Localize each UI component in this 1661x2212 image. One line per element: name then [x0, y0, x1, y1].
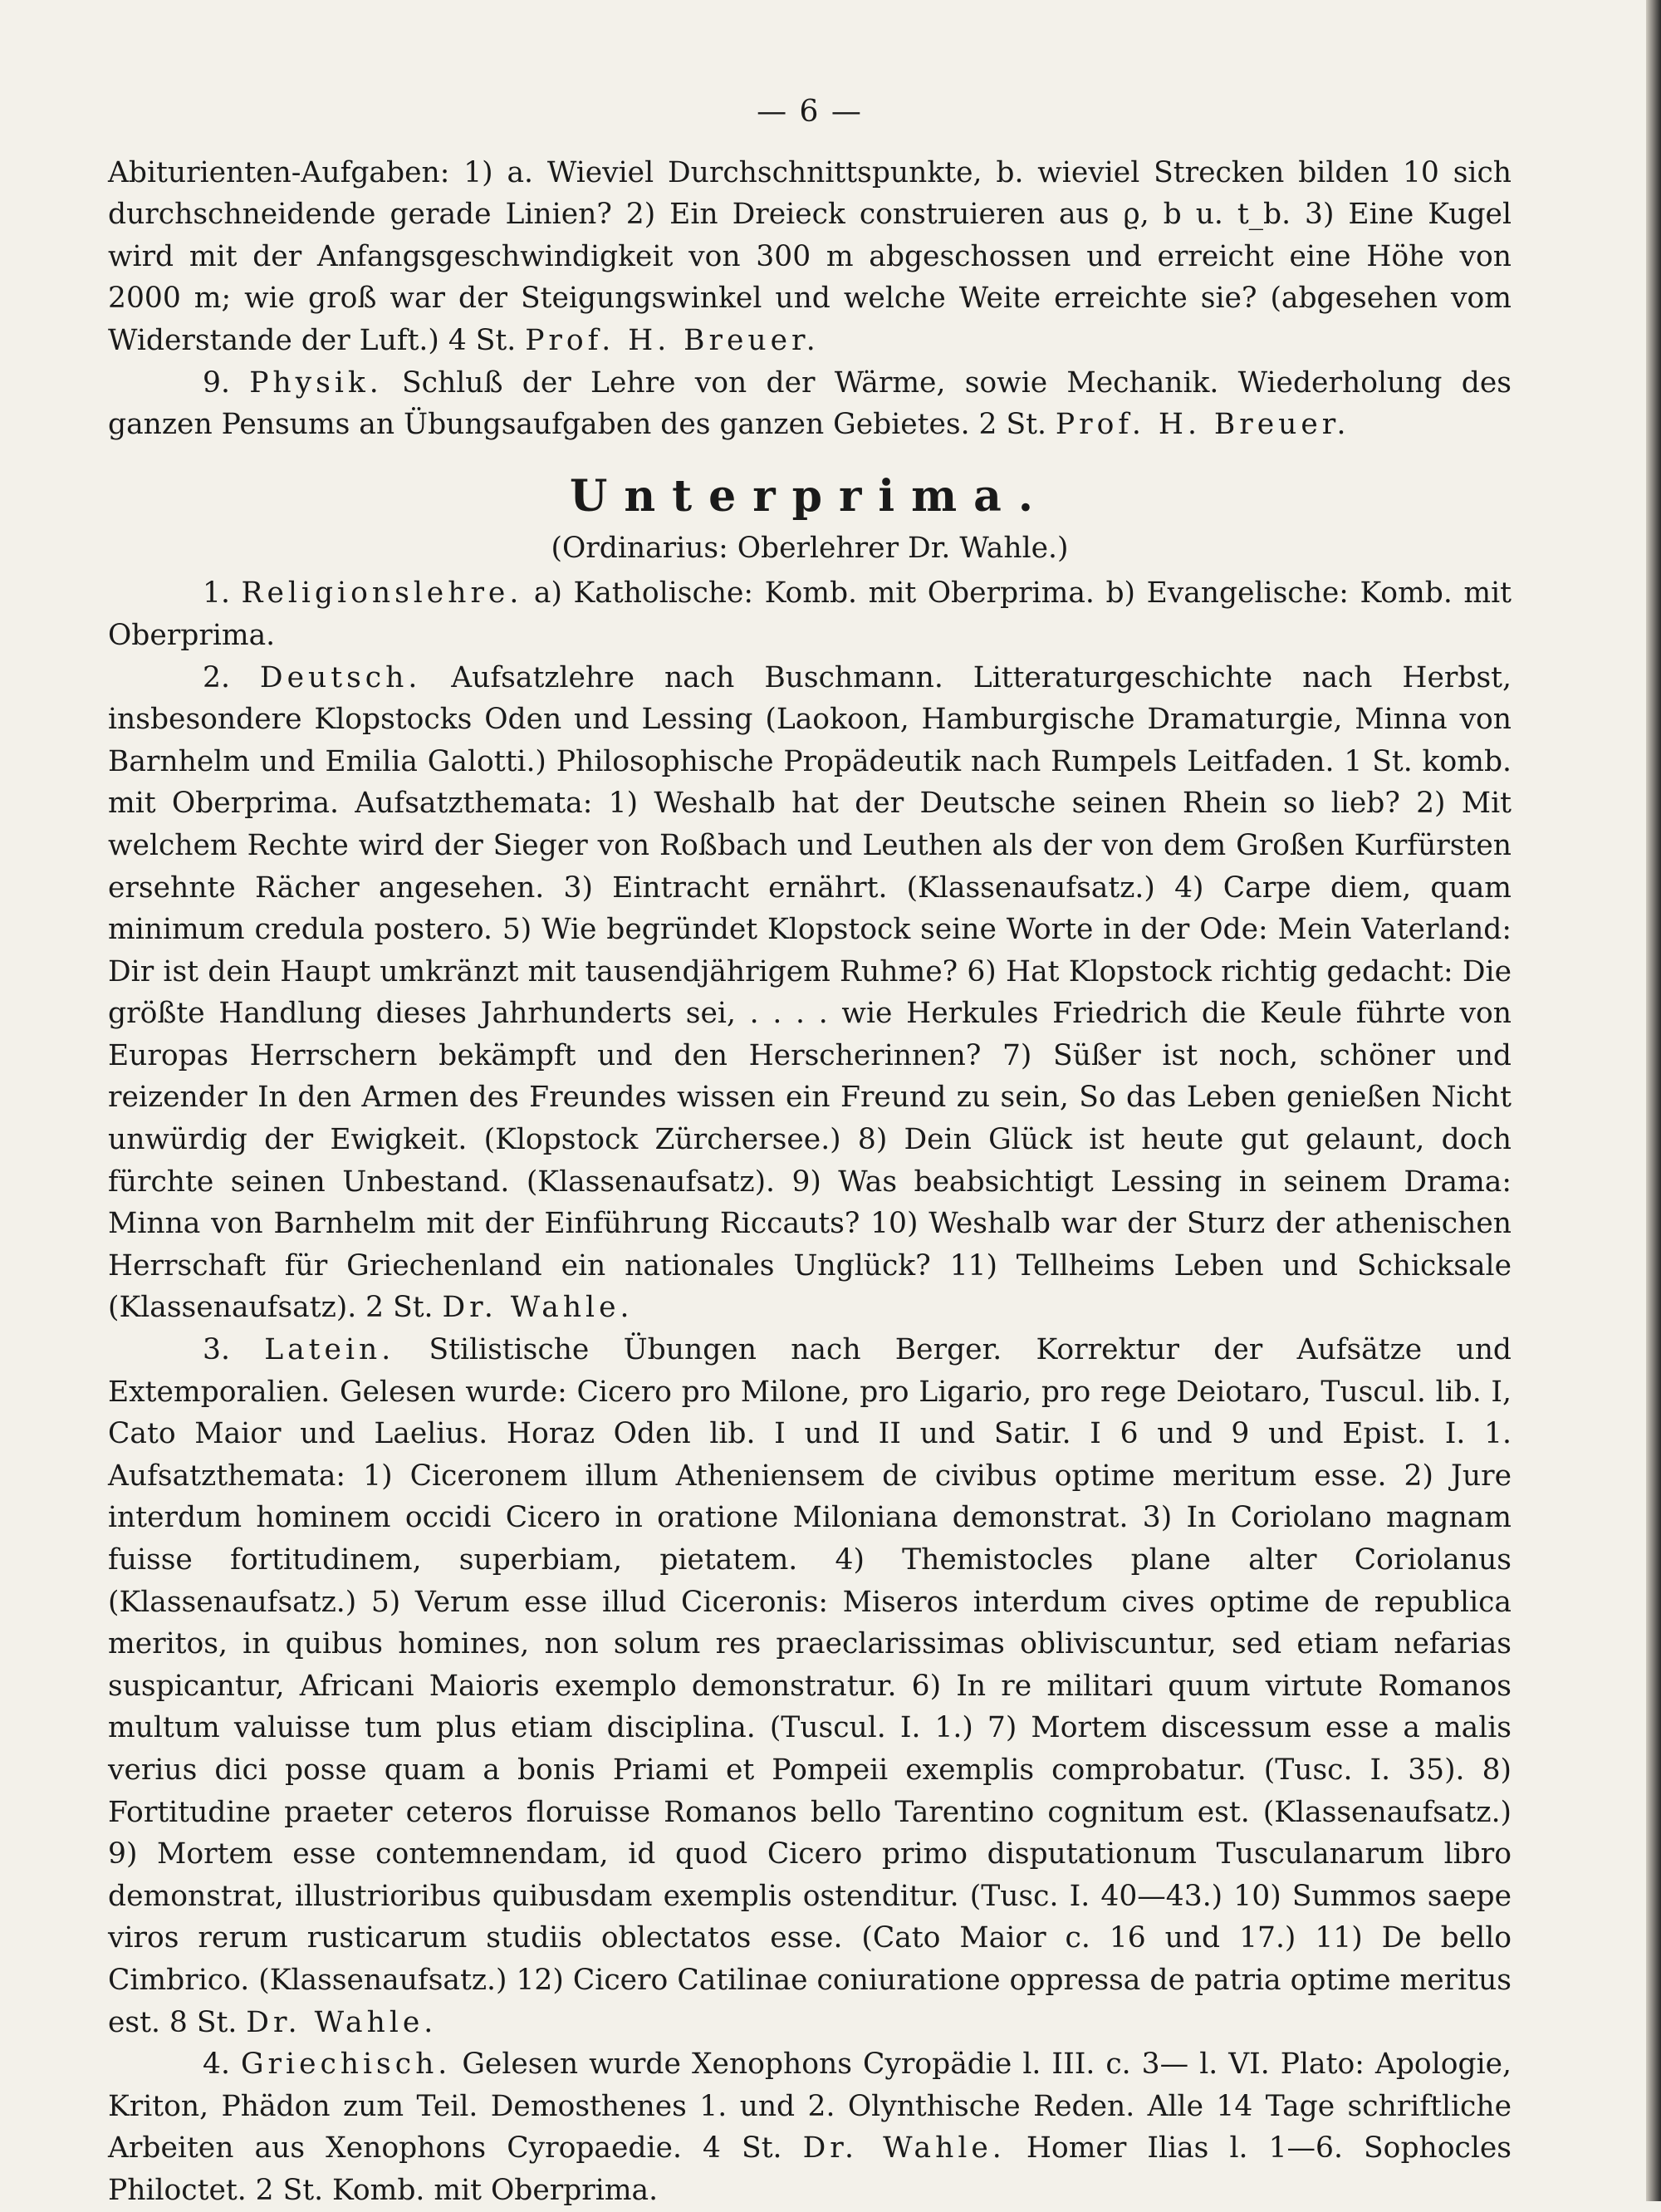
griechisch-text-homer: Homer Ilias l. 1—6. Sophocles Philoctet. 2 St. Komb. mit Oberprima. — [108, 2131, 1512, 2207]
griechisch-label: Griechisch. — [240, 2048, 452, 2082]
abiturienten-text: Abiturienten-Aufgaben: 1) a. Wieviel Durchschnittspunkte, b. wieviel Strecken bilden 10 sich durchschneidende gerade Linien? 2) Ein Dreieck construieren aus ϱ, b u. t_b. 3) Eine Kugel wird mit der Anfangsgeschwindigkeit von 300 m abgeschossen und erreicht eine Höhe von 2000 m; wie groß war der Steigungswinkel und welche Weite erreichte sie? (abgesehen vom Widerstande der Luft.) 4 St. — [108, 155, 1512, 357]
latein-label: Latein. — [264, 1333, 395, 1367]
document-page — [108, 91, 1512, 2212]
physik-number: 9. — [203, 365, 230, 400]
physik-teacher: Prof. H. Breuer. — [1055, 408, 1350, 442]
griechisch-teacher: Dr. Wahle. — [802, 2131, 1006, 2165]
latein-paragraph — [108, 1329, 1512, 2043]
religion-text: a) Katholische: Komb. mit Oberprima. b) Evangelische: Komb. mit Oberprima. — [108, 576, 1512, 652]
deutsch-label: Deutsch. — [259, 660, 422, 694]
religion-paragraph — [108, 572, 1512, 656]
ordinarius-line: (Ordinarius: Oberlehrer Dr. Wahle.) — [551, 531, 1069, 565]
deutsch-text: Aufsatzlehre nach Buschmann. Litteraturgeschichte nach Herbst, insbesondere Klopstocks Oden und Lessing (Laokoon, Hamburgische Dramaturgie, Minna von Barnhelm und Emilia Galotti.) Philosophische Propädeutik nach Rumpels Leitfaden. 1 St. komb. mit Oberprima. Aufsatzthemata: 1) Weshalb hat der Deutsche seinen Rhein so lieb? 2) Mit welchem Rechte wird der Sieger von Roßbach und Leuthen als der von dem Großen Kurfürsten ersehnte Rächer angesehen. 3) Eintracht ernährt. (Klassenaufsatz.) 4) Carpe diem, quam minimum credula postero. 5) Wie begründet Klopstock seine Worte in der Ode: Mein Vaterland: Dir ist dein Haupt umkränzt mit tausendjährigem Ruhme? 6) Hat Klopstock richtig gedacht: Die größte Handlung dieses Jahrhunderts sei, . . . . wie Herkules Friedrich die Keule führte von Europas Herrschern bekämpft und den Herscherinnen? 7) Süßer ist noch, schöner und reizender In den Armen des Freundes wissen ein Freund zu sein, So das Leben genießen Nicht unwürdig der Ewigkeit. (Klopstock Zürchersee.) 8) Dein Glück ist heute gut gelaunt, doch fürchte seinen Unbestand. (Klassenaufsatz). 9) Was beabsichtigt Lessing in seinem Drama: Minna von Barnhelm mit der Einführung Riccauts? 10) Weshalb war der Sturz der athenischen Herrschaft für Griechenland ein nationales Unglück? 11) Tellheims Leben und Schicksale (Klassenaufsatz). 2 St. — [108, 660, 1512, 1325]
page-number: — 6 — — [757, 95, 863, 129]
abiturienten-paragraph — [108, 152, 1512, 362]
deutsch-number: 2. — [203, 660, 230, 694]
griechisch-number: 4. — [203, 2048, 230, 2082]
scan-right-edge — [1646, 0, 1661, 2201]
physik-label: Physik. — [249, 365, 383, 400]
griechisch-paragraph — [108, 2043, 1512, 2211]
deutsch-teacher: Dr. Wahle. — [442, 1291, 634, 1325]
religion-label: Religionslehre. — [241, 576, 523, 611]
physik-text: Schluß der Lehre von der Wärme, sowie Mechanik. Wiederholung des ganzen Pensums an Übungsaufgaben des ganzen Gebietes. 2 St. — [108, 365, 1512, 442]
latein-number: 3. — [203, 1333, 230, 1367]
deutsch-paragraph — [108, 657, 1512, 1330]
physik-paragraph — [108, 362, 1512, 446]
latein-text: Stilistische Übungen nach Berger. Korrektur der Aufsätze und Extemporalien. Gelesen wurde: Cicero pro Milone, pro Ligario, pro rege Deiotaro, Tuscul. lib. I, Cato Maior und Laelius. Horaz Oden lib. I und II und Satir. I 6 und 9 und Epist. I. 1. Aufsatzthemata: 1) Ciceronem illum Atheniensem de civibus optime meritum esse. 2) Jure interdum hominem occidi Cicero in oratione Miloniana demonstrat. 3) In Coriolano magnam fuisse fortitudinem, superbiam, pietatem. 4) Themistocles plane alter Coriolanus (Klassenaufsatz.) 5) Verum esse illud Ciceronis: Miseros interdum cives optime de republica meritos, in quibus homines, non solum res praeclarissimas obliviscuntur, sed etiam nefarias suspicantur, Africani Maioris exemplo demonstratur. 6) In re militari quum virtute Romanos multum valuisse tum plus etiam disciplina. (Tuscul. I. 1.) 7) Mortem discessum esse a malis verius dici posse quam a bonis Priami et Pompeii exemplis comprobatur. (Tusc. I. 35). 8) Fortitudine praeter ceteros floruisse Romanos bello Tarentino cognitum est. (Klassenaufsatz.) 9) Mortem esse contemnendam, id quod Cicero primo disputationum Tusculanarum libro demonstrat, illustrioribus quibusdam exemplis ostenditur. (Tusc. I. 40—43.) 10) Summos saepe viros rerum rusticarum studiis oblectatos esse. (Cato Maior c. 16 und 17.) 11) De bello Cimbrico. (Klassenaufsatz.) 12) Cicero Catilinae coniuratione oppressa de patria optime meritus est. 8 St. — [108, 1333, 1512, 2039]
griechisch-text: Gelesen wurde Xenophons Cyropädie l. III. c. 3— l. VI. Plato: Apologie, Kriton, Phädon zum Teil. Demosthenes 1. und 2. Olynthische Reden. Alle 14 Tage schriftliche Arbeiten aus Xenophons Cyropaedie. 4 St. — [108, 2048, 1512, 2165]
religion-number: 1. — [203, 576, 230, 611]
abiturienten-teacher: Prof. H. Breuer. — [525, 323, 820, 357]
latein-teacher: Dr. Wahle. — [246, 2005, 438, 2039]
section-heading: Unterprima. — [570, 470, 1050, 522]
